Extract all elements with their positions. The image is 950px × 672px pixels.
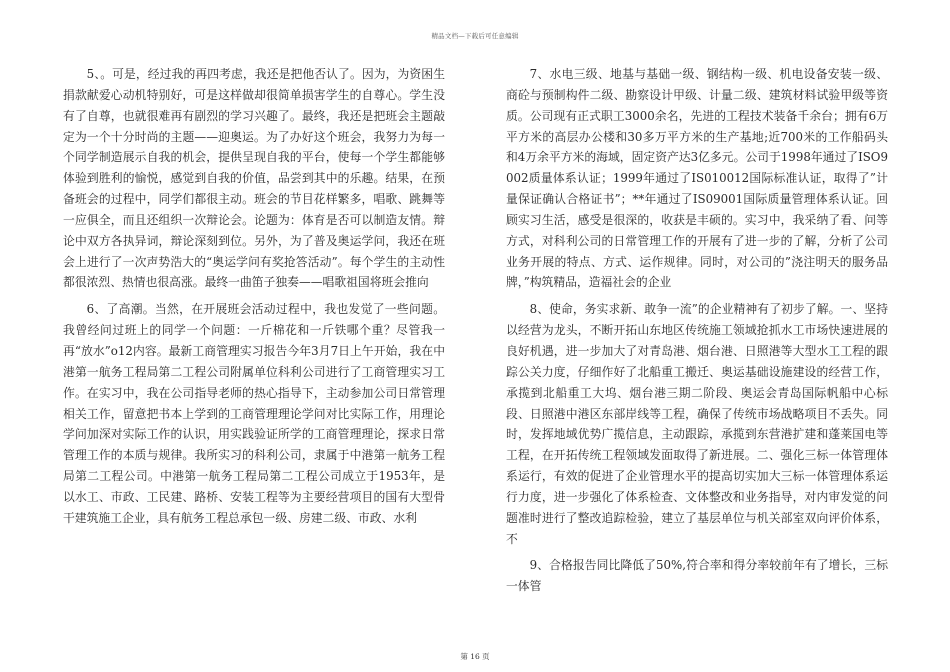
paragraph-9: 9、合格报告同比降低了50%,符合率和得分率较前年有了增长，三标一体管: [506, 558, 888, 594]
page-number: 第 16 页: [460, 652, 490, 661]
left-column: [63, 64, 445, 535]
right-column: [506, 64, 888, 603]
page-header: 精品文档—下载后可任意编辑: [431, 32, 519, 40]
paragraph-5: 5、。可是，经过我的再四考虑，我还是把他否认了。因为，为资困生捐款献爱心动机特别好，可是这样做却很简单损害学生的自尊心。学生没有了自尊，也就很难再有剧烈的学习兴趣了。最终，我还是把班会主题敲定为一个十分时尚的主题——迎奥运。为了办好这个班会，我努力为每一个同学制造展示自我的机会，提供呈现自我的平台，使每一个学生都能够体验到胜利的愉悦，感觉到自我的价值，品尝到其中的乐趣。结果，在预备班会的过程中，同学们都很主动。班会的节目花样繁多，唱歌、跳舞等一应俱全，而且还组织一次辩论会。论题为：体育是否可以制造友情。辩论中双方各执异词，辩论深刻到位。另外，为了普及奥运学问，我还在班会上进行了一次声势浩大的“奥运学问有奖抢答活动”。每个学生的主动性都很浓烈、热情也很高涨。最终一曲笛子独奏——唱歌祖国将班会推向: [63, 67, 445, 290]
paragraph-8: 8、使命，务实求新、敢争一流”的企业精神有了初步了解。一、坚持以经营为龙头，不断开拓山东地区传统施工领域抢抓水工市场快速进展的良好机遇，进一步加大了对青岛港、烟台港、日照港等大型水工工程的跟踪公关力度，仔细作好了北船重工搬迁、奥运基础设施建设的经营工作，承揽到北船重工大坞、烟台港三期二阶段、奥运会青岛国际帆船中心标段、日照港中港区东部岸线等工程，确保了传统市场战略项目不丢失。同时，发挥地域优势广揽信息，主动跟踪，承揽到东营港扩建和蓬莱国电等工程，在开拓传统工程领域发面取得了新进展。二、强化三标一体管理体系运行，有效的促进了企业管理水平的提高切实加大三标一体管理体系运行力度，进一步强化了体系检查、文体整改和业务指导，对内审发觉的问题准时进行了整改追踪检验，建立了基层单位与机关部室双向评价体系，不: [506, 302, 888, 546]
paragraph-7: 7、水电三级、地基与基础一级、钢结构一级、机电设备安装一级、商砼与预制构件二级、勘察设计甲级、计量二级、建筑材料试验甲级等资质。公司现有正式职工3000余名，先进的工程技术装备千余台；拥有6万平方米的高层办公楼和30多万平方米的生产基地;近700米的工作船码头和4万余平方米的海域，固定资产达3亿多元。公司于1998年通过了ISO9002质量体系认证；1999年通过了IS010012国际标准认证，取得了”计量保证确认合格证书”；**年通过了IS09001国际质量管理体系认证。回顾实习生活，感受是很深的，收获是丰硕的。实习中，我采纳了看、问等方式，对科利公司的日常管理工作的开展有了进一步的了解，分析了公司业务开展的特点、方式、运作规律。同时，对公司的”浇注明天的服务品牌，”构筑精品，造福社会的企业: [506, 67, 888, 290]
paragraph-6: 6、了高潮。当然，在开展班会活动过程中，我也发觉了一些问题。我曾经问过班上的同学一个问题：一斤棉花和一斤铁哪个重？尽管我一再“放水”o12内容。最新工商管理实习报告今年3月7日上午开始，我在中港第一航务工程局第二工程公司附属单位科利公司进行了工商管理实习工作。在实习中，我在公司指导老师的热心指导下，主动参加公司日常管理相关工作，留意把书本上学到的工商管理理论学问对比实际工作，用理论学问加深对实际工作的认识，用实践验证所学的工商管理理论，探求日常管理工作的本质与规律。我所实习的科利公司，隶属于中港第一航务工程局第二工程公司。中港第一航务工程局第二工程公司成立于1953年，是以水工、市政、工民建、路桥、安装工程等为主要经营项目的国有大型骨干建筑施工企业，具有航务工程总承包一级、房建二级、市政、水利: [63, 302, 445, 525]
